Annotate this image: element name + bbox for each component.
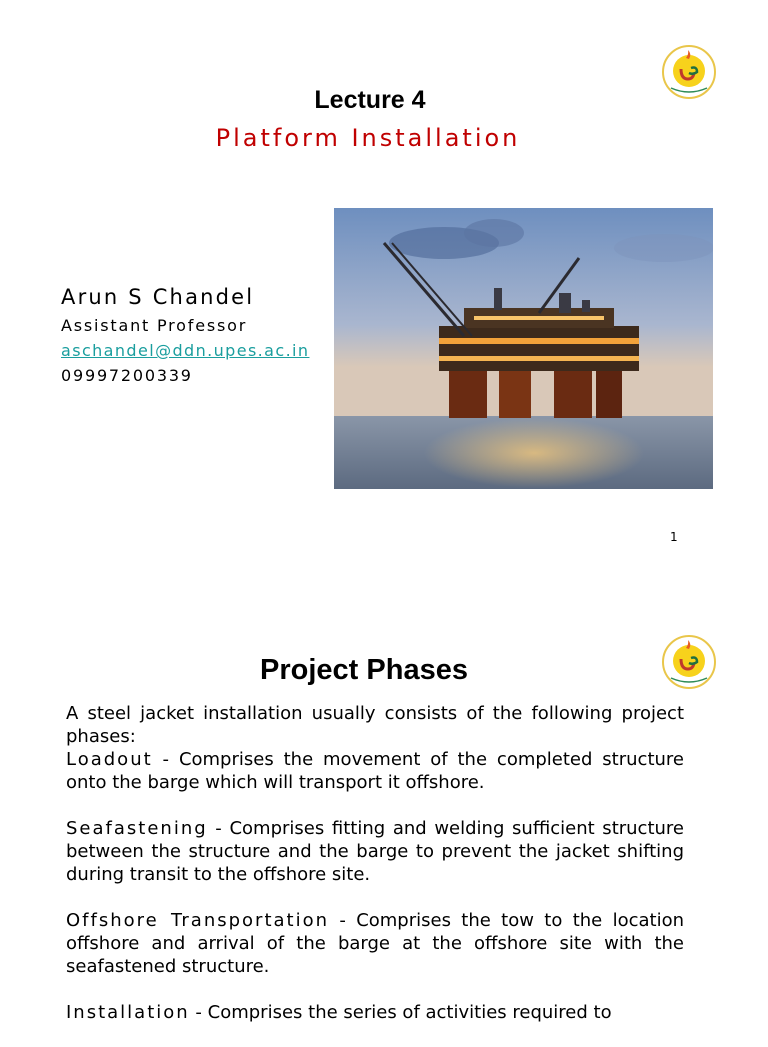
author-role: Assistant Professor: [61, 316, 248, 335]
phase-name: Offshore Transportation: [66, 910, 330, 931]
phases-body: [66, 702, 684, 1047]
slide-title: Project Phases: [260, 654, 468, 686]
phase-item: [66, 1001, 684, 1024]
offshore-platform-photo: [334, 208, 713, 489]
author-name: Arun S Chandel: [61, 285, 255, 309]
phase-item: [66, 909, 684, 978]
lecture-subtitle: Platform Installation: [215, 124, 521, 152]
phase-text: - Comprises the series of activities required to: [189, 1002, 612, 1023]
intro-paragraph: A steel jacket installation usually consists of the following project phases:: [66, 703, 684, 747]
phase-text: - Comprises fitting and welding sufficient structure between the structure and the barge to prevent the jacket shifting during transit to the offshore site.: [66, 818, 684, 885]
author-phone: 09997200339: [61, 366, 193, 385]
author-email-link[interactable]: aschandel@ddn.upes.ac.in: [61, 341, 310, 360]
phase-name: Seafastening: [66, 818, 208, 839]
lecture-title: Lecture 4: [314, 86, 426, 114]
phase-item: [66, 817, 684, 886]
phase-text: - Comprises the tow to the location offshore and arrival of the barge at the offshore site with the seafastened structure.: [66, 910, 684, 977]
phase-name: Installation: [66, 1002, 190, 1023]
phase-name: Loadout: [66, 749, 153, 770]
page-number: 1: [670, 530, 678, 544]
phase-item: [66, 748, 684, 794]
phase-text: - Comprises the movement of the completed structure onto the barge which will transport it offshore.: [66, 749, 684, 793]
